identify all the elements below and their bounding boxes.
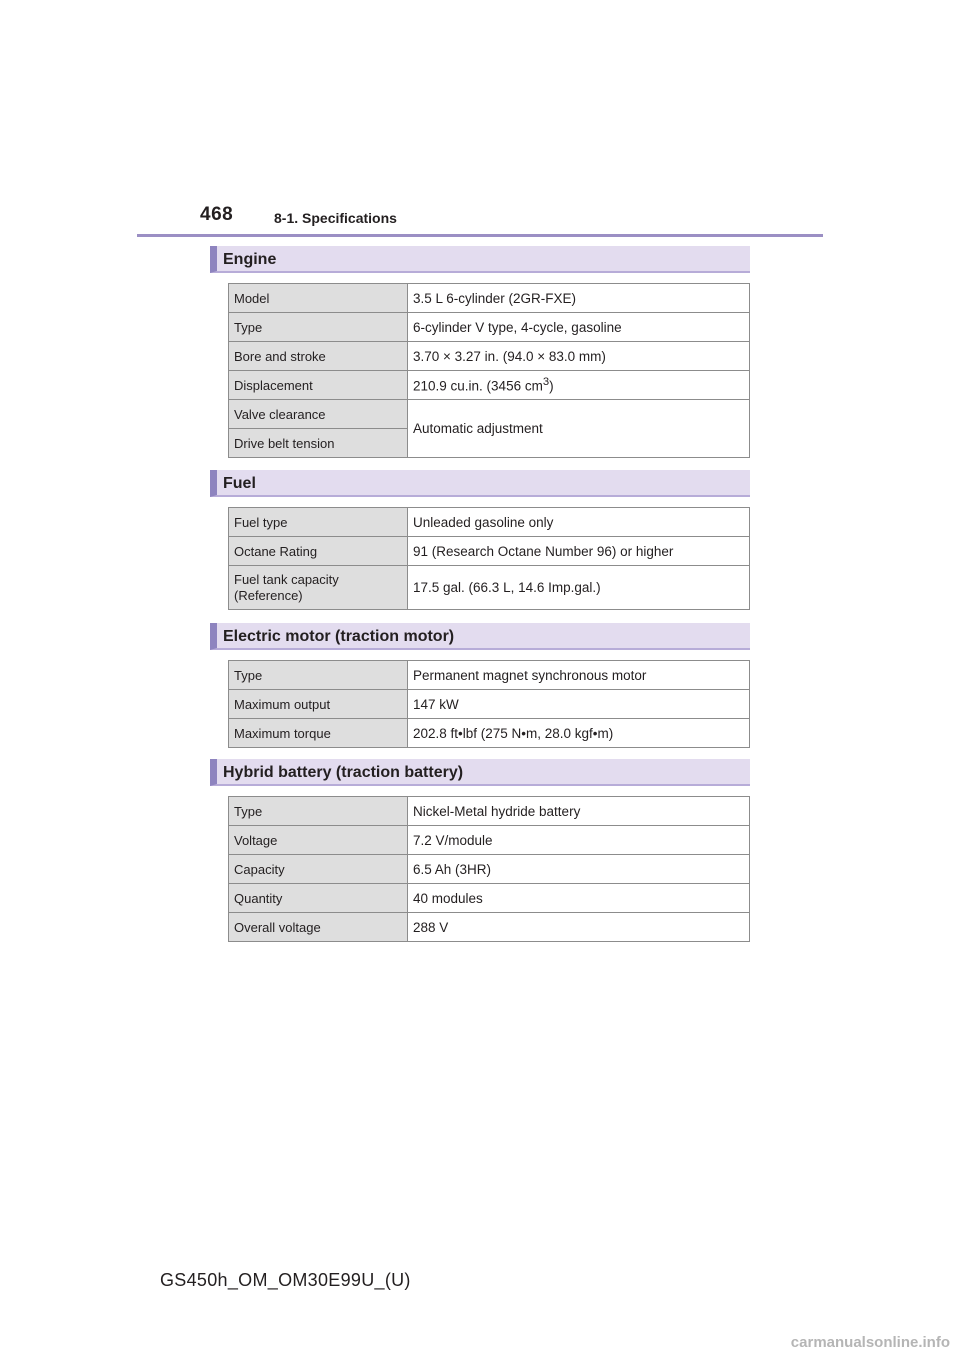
page-header xyxy=(137,200,823,237)
spec-label: Type xyxy=(229,797,408,826)
chapter-title: 8-1. Specifications xyxy=(274,210,397,226)
spec-label: Fuel type xyxy=(229,508,408,537)
table-row xyxy=(229,690,750,719)
table-row xyxy=(229,826,750,855)
motor-section xyxy=(210,623,750,748)
engine-spec-table xyxy=(228,283,750,458)
spec-label xyxy=(229,566,408,610)
fuel-spec-table xyxy=(228,507,750,610)
spec-label: Displacement xyxy=(229,371,408,400)
table-row xyxy=(229,400,750,429)
displacement-value: 210.9 cu.in. (3456 cm xyxy=(413,378,543,394)
spec-value: 40 modules xyxy=(408,884,750,913)
table-row xyxy=(229,537,750,566)
spec-label: Model xyxy=(229,284,408,313)
section-title-engine: Engine xyxy=(210,246,750,273)
table-row xyxy=(229,508,750,537)
spec-label: Type xyxy=(229,661,408,690)
spec-value-shared: Automatic adjustment xyxy=(408,400,750,458)
spec-label: Overall voltage xyxy=(229,913,408,942)
spec-label: Valve clearance xyxy=(229,400,408,429)
page-number: 468 xyxy=(200,204,234,225)
spec-value xyxy=(408,371,750,400)
section-title-motor: Electric motor (traction motor) xyxy=(210,623,750,650)
displacement-suffix: ) xyxy=(549,378,554,394)
spec-value: 91 (Research Octane Number 96) or higher xyxy=(408,537,750,566)
table-row xyxy=(229,884,750,913)
spec-label-line: Fuel tank capacity xyxy=(234,571,339,587)
spec-label: Quantity xyxy=(229,884,408,913)
battery-spec-table xyxy=(228,796,750,942)
table-row xyxy=(229,719,750,748)
table-row xyxy=(229,284,750,313)
engine-section xyxy=(210,246,750,458)
spec-value: 202.8 ft•lbf (275 N•m, 28.0 kgf•m) xyxy=(408,719,750,748)
spec-value: 3.70 × 3.27 in. (94.0 × 83.0 mm) xyxy=(408,342,750,371)
spec-label: Bore and stroke xyxy=(229,342,408,371)
section-title-battery: Hybrid battery (traction battery) xyxy=(210,759,750,786)
watermark-link[interactable]: carmanualsonline.info xyxy=(790,1334,950,1351)
spec-value: 17.5 gal. (66.3 L, 14.6 Imp.gal.) xyxy=(408,566,750,610)
spec-label: Maximum output xyxy=(229,690,408,719)
battery-section xyxy=(210,759,750,942)
motor-spec-table xyxy=(228,660,750,748)
spec-value: Nickel-Metal hydride battery xyxy=(408,797,750,826)
table-row xyxy=(229,913,750,942)
table-row xyxy=(229,313,750,342)
spec-value: 6.5 Ah (3HR) xyxy=(408,855,750,884)
fuel-section xyxy=(210,470,750,610)
spec-value: 3.5 L 6-cylinder (2GR-FXE) xyxy=(408,284,750,313)
spec-value: 7.2 V/module xyxy=(408,826,750,855)
spec-value: Permanent magnet synchronous motor xyxy=(408,661,750,690)
section-title-fuel: Fuel xyxy=(210,470,750,497)
document-code: GS450h_OM_OM30E99U_(U) xyxy=(160,1270,411,1290)
table-row xyxy=(229,855,750,884)
table-row xyxy=(229,661,750,690)
table-row xyxy=(229,797,750,826)
table-row xyxy=(229,371,750,400)
spec-label: Maximum torque xyxy=(229,719,408,748)
table-row xyxy=(229,342,750,371)
spec-value: 6-cylinder V type, 4-cycle, gasoline xyxy=(408,313,750,342)
spec-label: Octane Rating xyxy=(229,537,408,566)
spec-label: Type xyxy=(229,313,408,342)
spec-label: Capacity xyxy=(229,855,408,884)
spec-value: 288 V xyxy=(408,913,750,942)
table-row xyxy=(229,566,750,610)
spec-value: 147 kW xyxy=(408,690,750,719)
displacement-exponent: 3 xyxy=(542,376,550,389)
spec-label: Drive belt tension xyxy=(229,429,408,458)
spec-label-line: (Reference) xyxy=(234,587,303,603)
spec-value: Unleaded gasoline only xyxy=(408,508,750,537)
spec-label: Voltage xyxy=(229,826,408,855)
